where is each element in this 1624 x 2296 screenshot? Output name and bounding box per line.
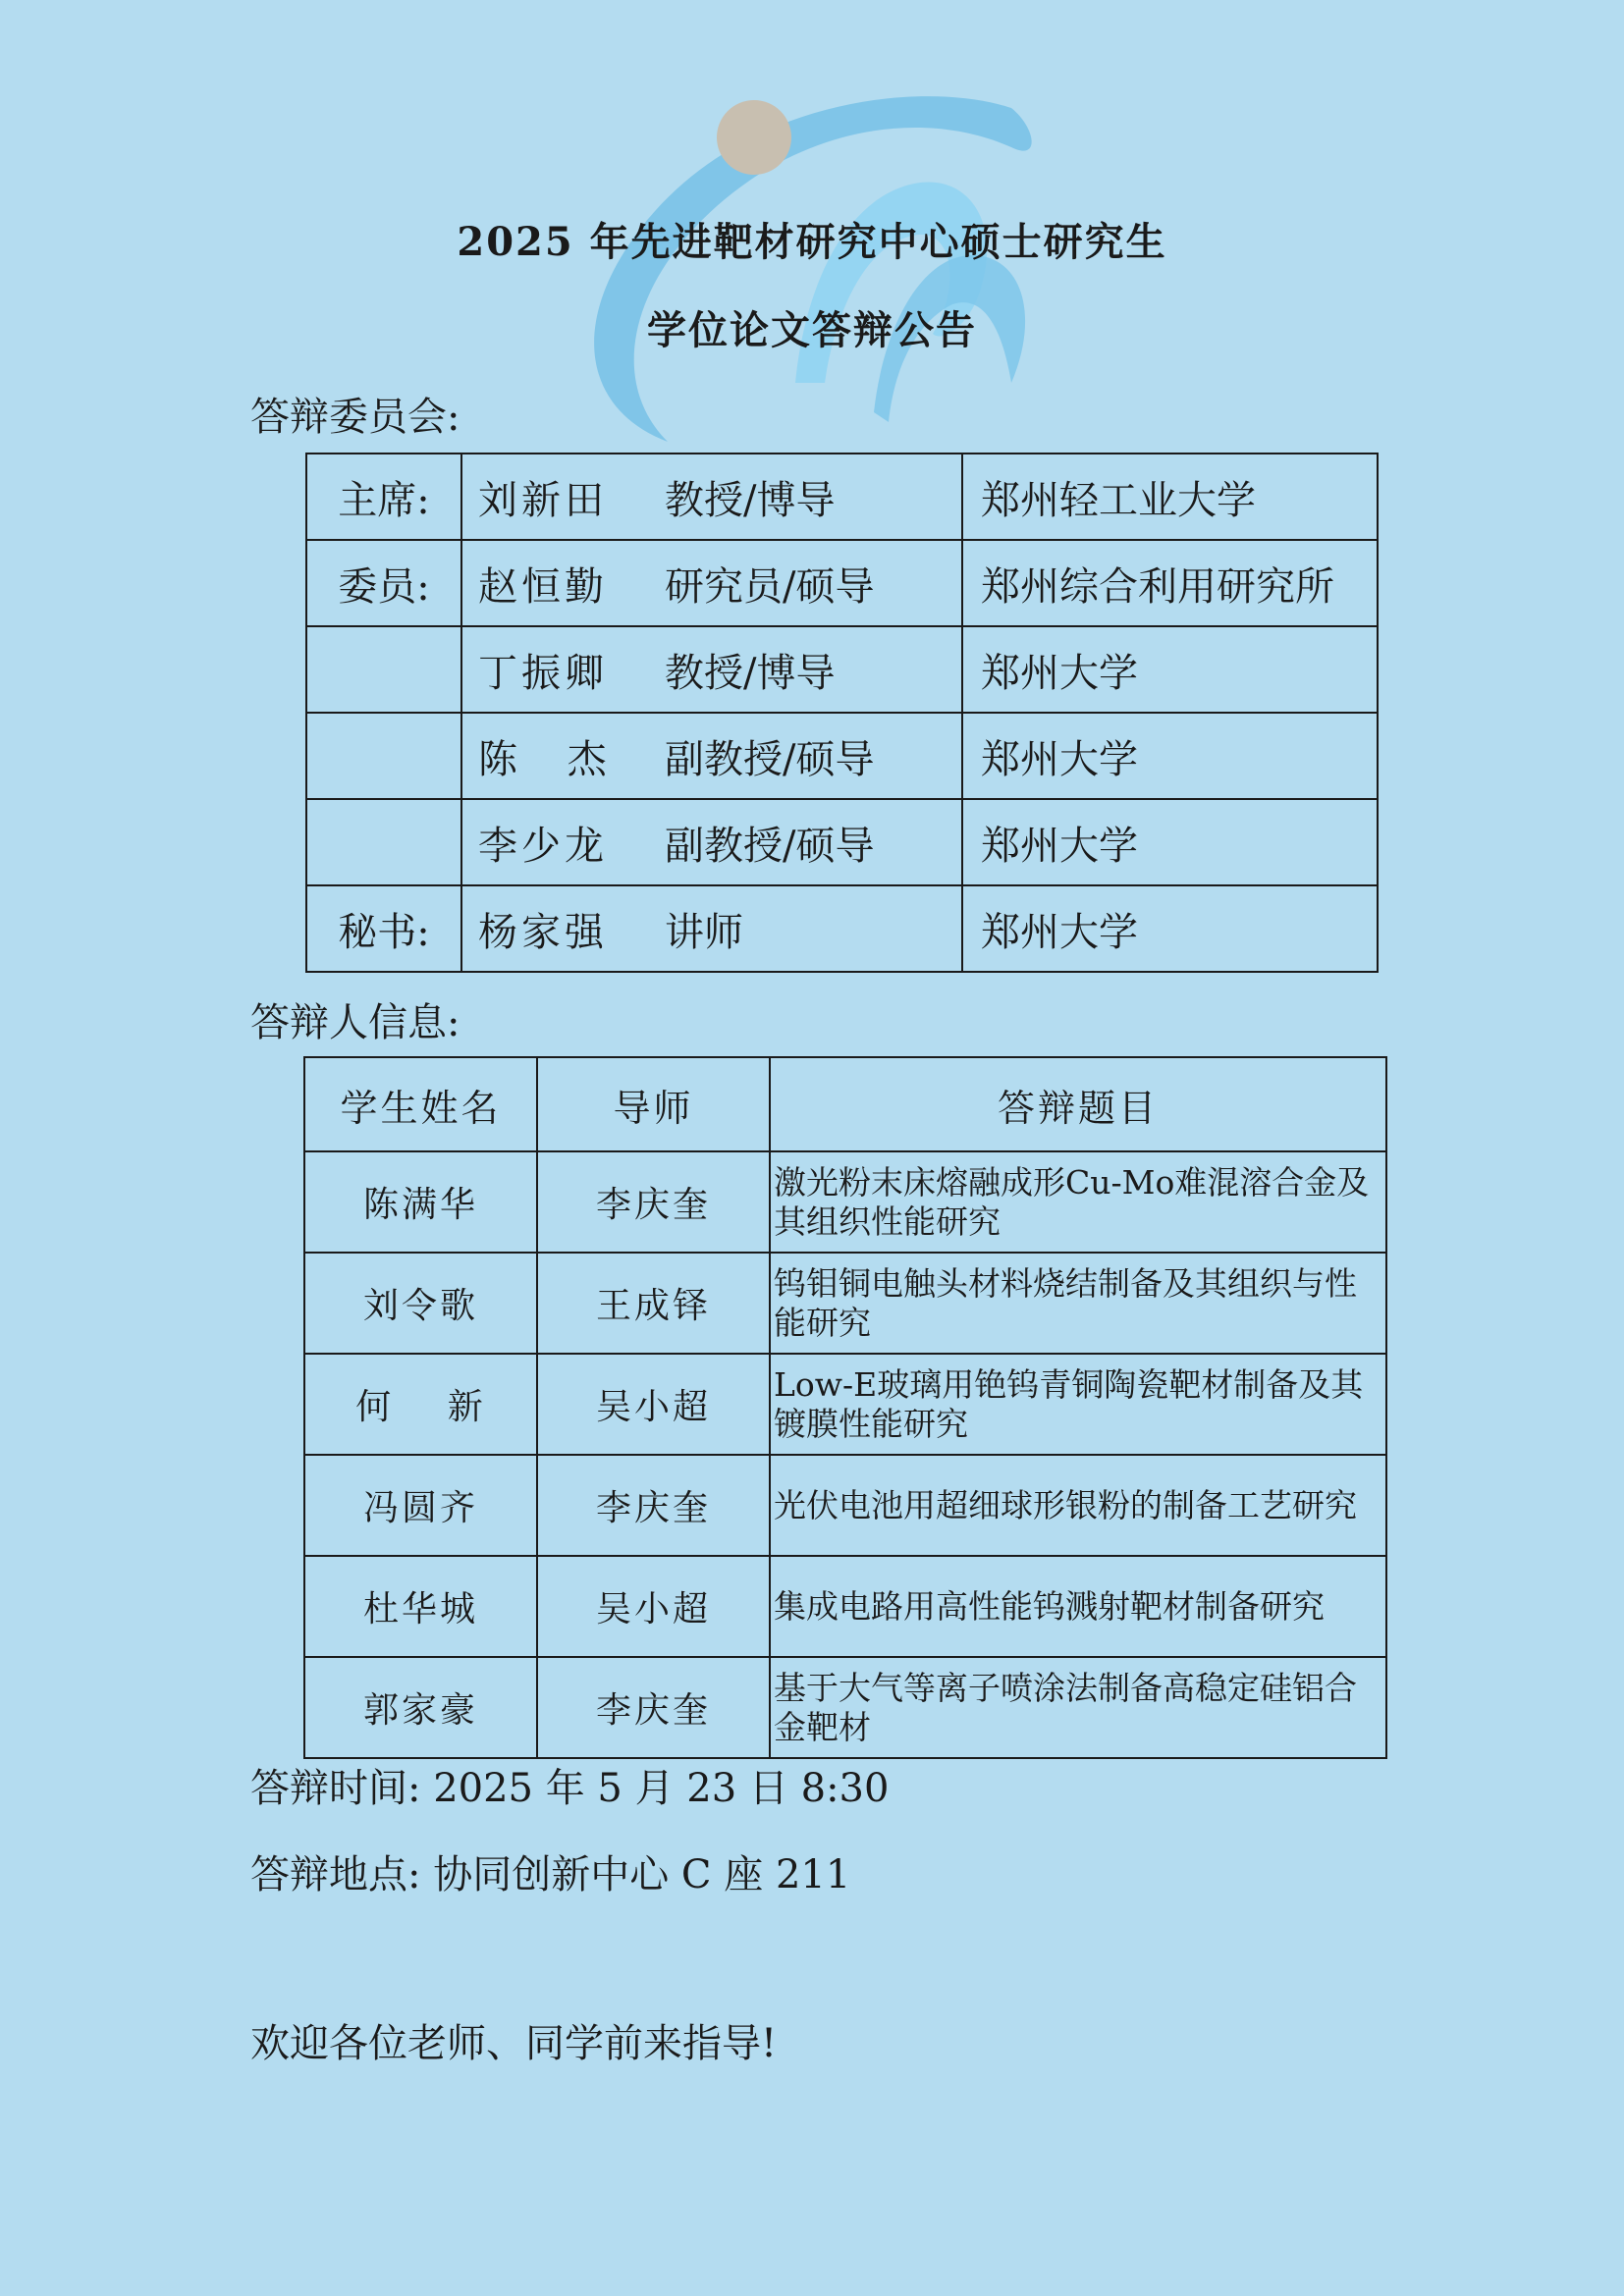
student-name: 刘令歌 bbox=[304, 1253, 537, 1354]
committee-title: 副教授/硕导 bbox=[665, 736, 875, 782]
welcome-message: 欢迎各位老师、同学前来指导! bbox=[250, 2021, 778, 2066]
committee-org: 郑州综合利用研究所 bbox=[962, 540, 1378, 626]
committee-org: 郑州大学 bbox=[962, 713, 1378, 799]
defense-time: 答辩时间: 2025 年 5 月 23 日 8:30 bbox=[250, 1766, 890, 1811]
student-name: 何 新 bbox=[304, 1354, 537, 1455]
student-advisor: 吴小超 bbox=[537, 1354, 770, 1455]
committee-org: 郑州大学 bbox=[962, 626, 1378, 713]
committee-name: 陈 杰 bbox=[478, 736, 611, 782]
student-name: 杜华城 bbox=[304, 1556, 537, 1657]
committee-role: 主席: bbox=[306, 454, 461, 540]
student-name: 郭家豪 bbox=[304, 1657, 537, 1758]
committee-name: 杨家强 bbox=[478, 909, 608, 955]
student-advisor: 吴小超 bbox=[537, 1556, 770, 1657]
committee-title: 讲师 bbox=[665, 909, 743, 955]
table-row bbox=[304, 1253, 1386, 1354]
student-topic: 光伏电池用超细球形银粉的制备工艺研究 bbox=[770, 1455, 1386, 1556]
student-name: 冯圆齐 bbox=[304, 1455, 537, 1556]
committee-org: 郑州轻工业大学 bbox=[962, 454, 1378, 540]
student-advisor: 王成铎 bbox=[537, 1253, 770, 1354]
table-row bbox=[306, 454, 1378, 540]
table-row bbox=[304, 1354, 1386, 1455]
student-topic: 钨钼铜电触头材料烧结制备及其组织与性能研究 bbox=[770, 1253, 1386, 1354]
page-subtitle: 学位论文答辩公告 bbox=[647, 307, 977, 353]
committee-title: 教授/博导 bbox=[665, 477, 836, 523]
committee-name: 丁振卿 bbox=[478, 650, 608, 696]
student-advisor: 李庆奎 bbox=[537, 1151, 770, 1253]
student-topic: Low-E玻璃用铯钨青铜陶瓷靶材制备及其镀膜性能研究 bbox=[770, 1354, 1386, 1455]
page-title: 2025 年先进靶材研究中心硕士研究生 bbox=[457, 219, 1167, 265]
table-row bbox=[306, 885, 1378, 972]
committee-role: 委员: bbox=[306, 540, 461, 626]
committee-org: 郑州大学 bbox=[962, 885, 1378, 972]
students-label: 答辩人信息: bbox=[250, 1000, 460, 1045]
defense-location: 答辩地点: 协同创新中心 C 座 211 bbox=[250, 1852, 851, 1897]
table-row bbox=[304, 1151, 1386, 1253]
table-header-row bbox=[304, 1057, 1386, 1151]
committee-title: 副教授/硕导 bbox=[665, 823, 875, 869]
center-logo-icon bbox=[550, 88, 1060, 461]
committee-name: 赵恒勤 bbox=[478, 563, 608, 610]
student-topic: 激光粉末床熔融成形Cu-Mo难混溶合金及其组织性能研究 bbox=[770, 1151, 1386, 1253]
committee-title: 教授/博导 bbox=[665, 650, 836, 696]
committee-role: 秘书: bbox=[306, 885, 461, 972]
column-header-topic: 答辩题目 bbox=[770, 1057, 1386, 1151]
table-row bbox=[306, 626, 1378, 713]
column-header-advisor: 导师 bbox=[537, 1057, 770, 1151]
committee-name: 李少龙 bbox=[478, 823, 608, 869]
committee-name: 刘新田 bbox=[478, 477, 608, 523]
student-topic: 基于大气等离子喷涂法制备高稳定硅铝合金靶材 bbox=[770, 1657, 1386, 1758]
committee-label: 答辩委员会: bbox=[250, 395, 460, 440]
student-advisor: 李庆奎 bbox=[537, 1455, 770, 1556]
column-header-name: 学生姓名 bbox=[304, 1057, 537, 1151]
table-row bbox=[306, 799, 1378, 885]
committee-role bbox=[306, 713, 461, 799]
table-row bbox=[304, 1657, 1386, 1758]
committee-role bbox=[306, 799, 461, 885]
students-table bbox=[303, 1056, 1387, 1759]
student-advisor: 李庆奎 bbox=[537, 1657, 770, 1758]
table-row bbox=[304, 1455, 1386, 1556]
committee-table bbox=[305, 453, 1379, 973]
student-topic: 集成电路用高性能钨溅射靶材制备研究 bbox=[770, 1556, 1386, 1657]
student-name: 陈满华 bbox=[304, 1151, 537, 1253]
table-row bbox=[306, 540, 1378, 626]
committee-role bbox=[306, 626, 461, 713]
committee-org: 郑州大学 bbox=[962, 799, 1378, 885]
table-row bbox=[306, 713, 1378, 799]
committee-title: 研究员/硕导 bbox=[665, 563, 875, 610]
table-row bbox=[304, 1556, 1386, 1657]
